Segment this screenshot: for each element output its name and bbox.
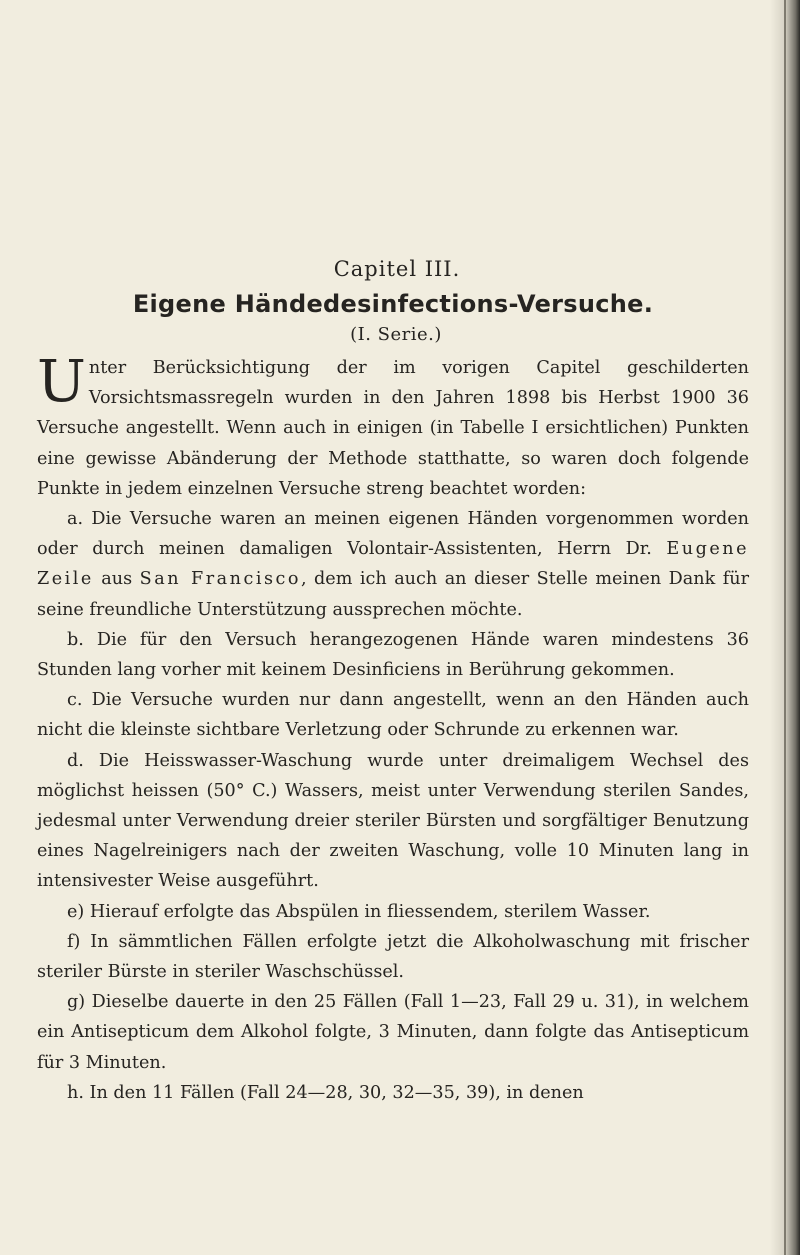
city-name: San Francisco: [139, 569, 301, 590]
series-label: (I. Serie.): [350, 324, 442, 345]
item-d: d. Die Heisswasser-Waschung wurde unter dreimaligem Wechsel des möglichst heissen (50° C.) Wassers, meist unter Verwendung sterilen Sandes, jedesmal unter Verwendung dreier steriler Bürsten und sorgfältiger Benutzung eines Nagelreinigers nach der zweiten Waschung, volle 10 Minuten lang in intensivester Weise ausgeführt.: [37, 750, 749, 892]
chapter-heading: Eigene Händedesinfections-Versuche.: [132, 290, 654, 318]
item-a-text-2: aus: [93, 569, 140, 590]
item-g: g) Dieselbe dauerte in den 25 Fällen (Fall 1—23, Fall 29 u. 31), in welchem ein Antisepticum dem Alkohol folgte, 3 Minuten, dann folgte das Antisepticum für 3 Minuten.: [37, 992, 749, 1073]
item-f: f) In sämmtlichen Fällen erfolgte jetzt die Alkoholwaschung mit frischer steriler Bürste in steriler Waschschüssel.: [37, 931, 749, 983]
text-block: [37, 255, 749, 1108]
item-c: c. Die Versuche wurden nur dann angestellt, wenn an den Händen auch nicht die kleinste sichtbare Verletzung oder Schrunde zu erkennen war.: [37, 690, 749, 741]
item-a-text-3: , dem ich auch an dieser Stelle meinen Dank für seine freundliche Unterstützung aussprechen möchte.: [37, 569, 749, 620]
item-e: e) Hierauf erfolgte das Abspülen in fliessendem, sterilem Wasser.: [67, 901, 651, 922]
item-a: [37, 504, 749, 625]
page-edge-line: [784, 0, 786, 1255]
person-name: Eugene Zeile: [37, 539, 749, 590]
item-a-text-1: a. Die Versuche waren an meinen eigenen Händen vorgenommen worden oder durch meinen damaligen Volontair-Assistenten, Herrn Dr.: [37, 509, 749, 560]
intro-text: nter Berücksichtigung der im vorigen Capitel geschilderten Vorsichtsmassregeln wurden in den Jahren 1898 bis Herbst 1900 36 Versuche angestellt. Wenn auch in einigen (in Tabelle I ersichtlichen) Punkten eine gewisse Abänderung der Methode statthatte, so waren doch folgende Punkte in jedem einzelnen Versuche streng beachtet worden:: [37, 358, 749, 499]
intro-paragraph: [37, 347, 749, 504]
item-b: b. Die für den Versuch herangezogenen Hände waren mindestens 36 Stunden lang vorher mit keinem Desinficiens in Berührung gekommen.: [37, 629, 749, 681]
item-h: h. In den 11 Fällen (Fall 24—28, 30, 32—35, 39), in denen: [67, 1082, 584, 1103]
drop-cap: U: [37, 347, 86, 415]
chapter-label: Capitel III.: [333, 257, 461, 281]
